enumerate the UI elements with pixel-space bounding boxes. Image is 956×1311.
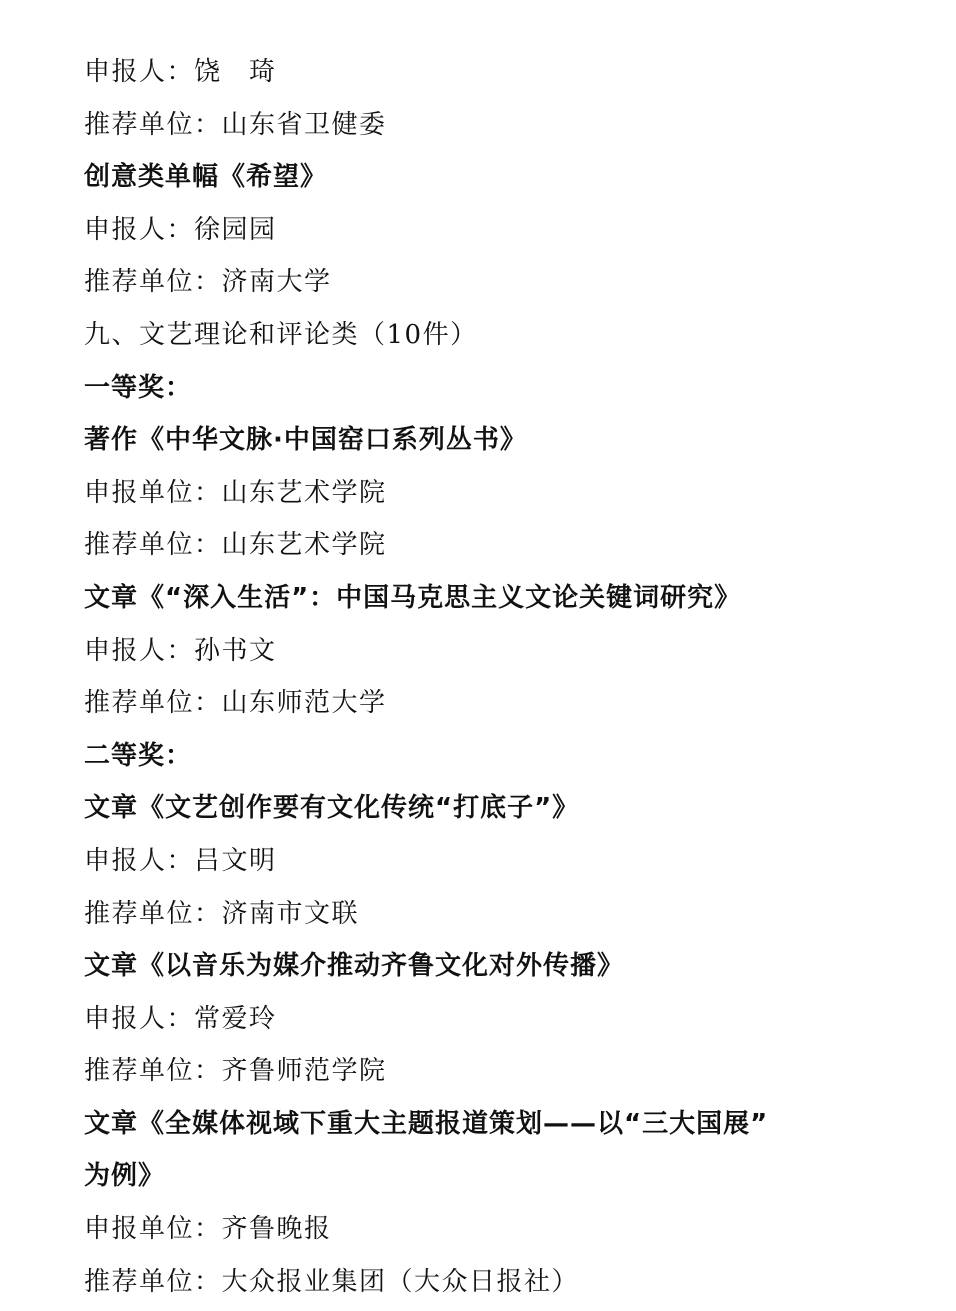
applicant-unit-line: 申报单位：齐鲁晚报 — [84, 1214, 332, 1245]
applicant-unit-line: 申报单位：山东艺术学院 — [84, 477, 387, 508]
work-title: 文章《“深入生活”：中国马克思主义文论关键词研究》 — [84, 582, 742, 613]
document-page — [84, 46, 884, 1308]
applicant-line: 申报人：饶 琦 — [84, 57, 277, 87]
applicant-line: 申报人：徐园园 — [84, 214, 277, 245]
award-level-heading: 二等奖： — [84, 740, 193, 771]
recommender-line: 推荐单位：山东艺术学院 — [84, 530, 387, 561]
recommender-line: 推荐单位：大众报业集团（大众日报社） — [84, 1266, 580, 1297]
work-title: 文章《全媒体视域下重大主题报道策划——以“三大国展” — [84, 1108, 769, 1139]
recommender-line: 推荐单位：山东师范大学 — [84, 688, 387, 719]
applicant-line: 申报人：吕文明 — [84, 845, 277, 876]
work-title-continued: 为例》 — [84, 1161, 166, 1192]
work-title: 文章《以音乐为媒介推动齐鲁文化对外传播》 — [84, 951, 625, 982]
award-level-heading: 一等奖： — [84, 372, 193, 403]
work-title: 文章《文艺创作要有文化传统“打底子”》 — [84, 793, 580, 824]
recommender-line: 推荐单位：济南市文联 — [84, 898, 360, 929]
recommender-line: 推荐单位：山东省卫健委 — [84, 109, 387, 140]
work-title: 创意类单幅《希望》 — [84, 162, 328, 193]
applicant-line: 申报人：孙书文 — [84, 635, 277, 666]
work-title: 著作《中华文脉·中国窑口系列丛书》 — [84, 425, 527, 456]
recommender-line: 推荐单位：齐鲁师范学院 — [84, 1056, 387, 1087]
applicant-line: 申报人：常爱玲 — [84, 1003, 277, 1034]
recommender-line: 推荐单位：济南大学 — [84, 267, 332, 298]
category-heading: 九、文艺理论和评论类（10件） — [84, 319, 478, 350]
